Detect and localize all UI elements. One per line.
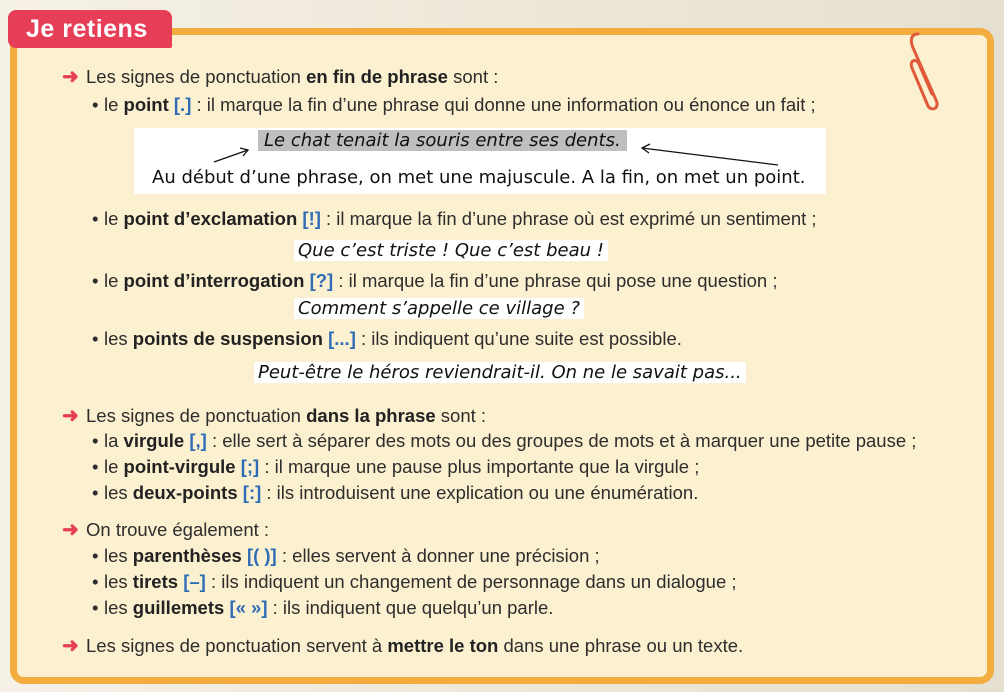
section4-conclusion: ➜ Les signes de ponctuation servent à mettre le ton dans une phrase ou un texte. [62,635,744,657]
parentheses-rule: • les parenthèses [( )] : elles servent à donner une précision ; [92,545,600,566]
section3-intro: ➜ On trouve également : [62,519,270,541]
interrogation-example: Comment s’appelle ce village ? [294,298,584,319]
point-note: Au début d’une phrase, on met une majuscule. A la fin, on met un point. [152,167,806,188]
guillemets-rule: • les guillemets [« »] : ils indiquent que quelqu’un parle. [92,597,554,618]
arrow-icon: ➜ [62,519,79,541]
suspension-example: Peut-être le héros reviendrait-il. On ne le savait pas... [254,362,746,383]
point-example: Le chat tenait la souris entre ses dents. [254,130,631,151]
point-rule: • le point [.] : il marque la fin d’une phrase qui donne une information ou énonce un fait ; [92,94,816,115]
section2-intro: ➜ Les signes de ponctuation dans la phrase sont : [62,405,487,427]
suspension-rule: • les points de suspension [...] : ils indiquent qu’une suite est possible. [92,328,682,349]
interrogation-rule: • le point d’interrogation [?] : il marque la fin d’une phrase qui pose une question ; [92,270,778,291]
lesson-title: Je retiens [8,10,172,48]
arrow-icon: ➜ [62,66,79,88]
paperclip-icon [906,28,946,112]
arrow-icon: ➜ [62,635,79,657]
point-virgule-rule: • le point-virgule [;] : il marque une pause plus importante que la virgule ; [92,456,700,477]
tirets-rule: • les tirets [–] : ils indiquent un changement de personnage dans un dialogue ; [92,571,737,592]
virgule-rule: • la virgule [,] : elle sert à séparer des mots ou des groupes de mots et à marquer une petite pause ; [92,430,917,451]
deux-points-rule: • les deux-points [:] : ils introduisent une explication ou une énumération. [92,482,699,503]
exclamation-rule: • le point d’exclamation [!] : il marque la fin d’une phrase où est exprimé un sentiment ; [92,208,817,229]
arrow-icon: ➜ [62,405,79,427]
section1-intro: ➜ Les signes de ponctuation en fin de phrase sont : [62,66,499,88]
exclamation-example: Que c’est triste ! Que c’est beau ! [294,240,608,261]
